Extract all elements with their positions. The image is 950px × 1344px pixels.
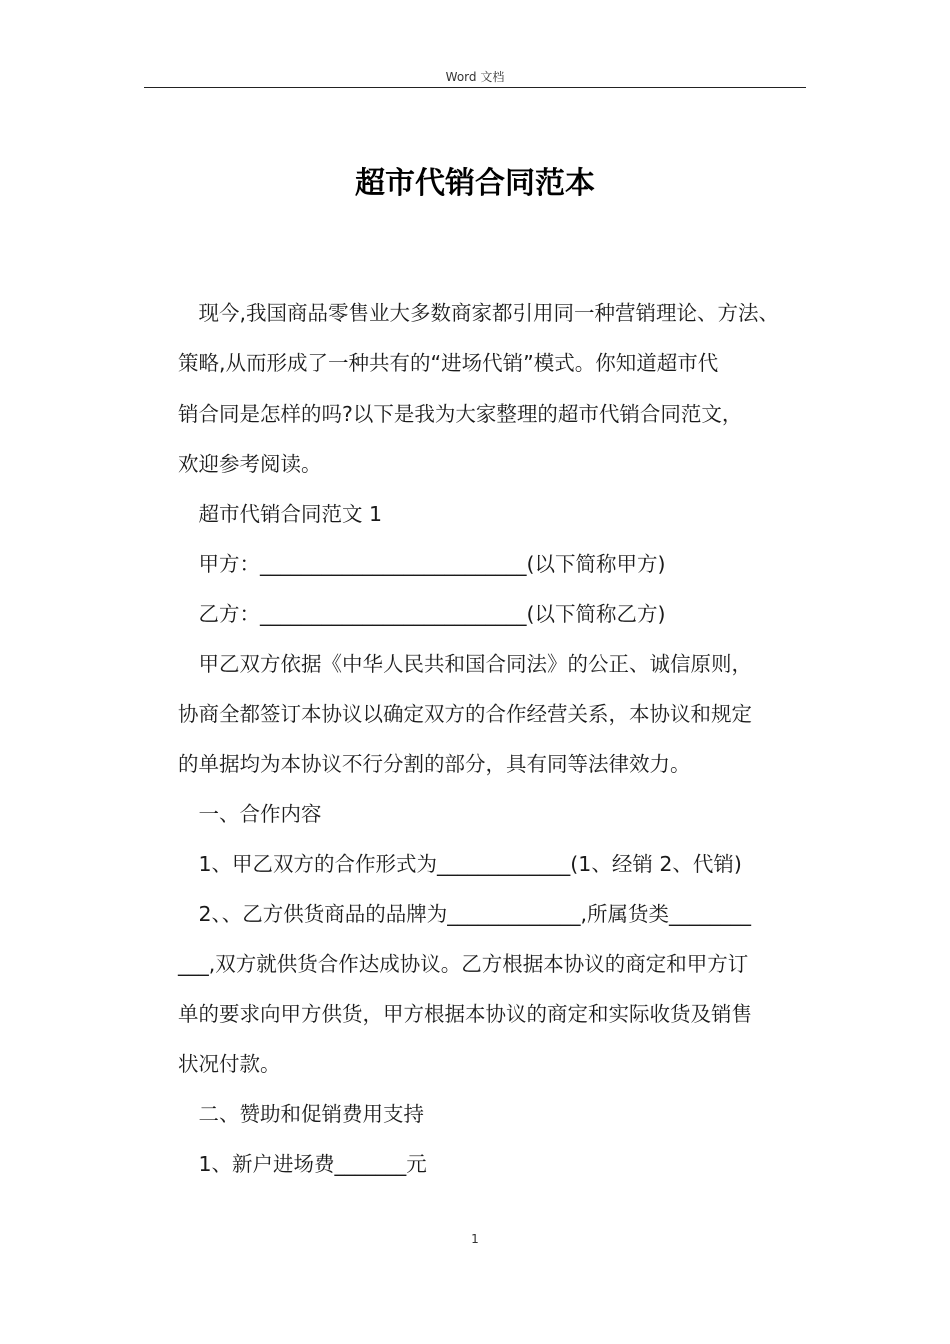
body-line: 状况付款。: [178, 1052, 281, 1076]
header-divider: [144, 87, 806, 88]
body-line: ___,双方就供货合作达成协议。乙方根据本协议的商定和甲方订: [178, 952, 749, 976]
section-heading: 二、赞助和促销费用支持: [178, 1102, 424, 1126]
page-number: 1: [471, 1232, 479, 1246]
clause-line: 1、甲乙双方的合作形式为_____________(1、经销 2、代销): [178, 852, 742, 876]
body-line: 协商全都签订本协议以确定双方的合作经营关系，本协议和规定: [178, 702, 752, 726]
body-line: 的单据均为本协议不行分割的部分，具有同等法律效力。: [178, 752, 691, 776]
section-heading: 一、合作内容: [178, 802, 322, 826]
party-a-line: 甲方：__________________________(以下简称甲方): [178, 552, 666, 576]
clause-line: 1、新户进场费_______元: [178, 1152, 427, 1176]
body-line: 甲乙双方依据《中华人民共和国合同法》的公正、诚信原则，: [178, 652, 752, 676]
body-line: 单的要求向甲方供货，甲方根据本协议的商定和实际收货及销售: [178, 1002, 752, 1026]
document-title: 超市代销合同范本: [355, 166, 595, 201]
header-text: Word 文档: [445, 70, 505, 84]
clause-line: 2、、乙方供货商品的品牌为_____________,所属货类________: [178, 902, 752, 926]
body-line: 欢迎参考阅读。: [178, 452, 322, 476]
body-line: 现今,我国商品零售业大多数商家都引用同一种营销理论、方法、: [178, 301, 780, 325]
body-line: 销合同是怎样的吗?以下是我为大家整理的超市代销合同范文，: [178, 402, 743, 426]
party-b-line: 乙方：__________________________(以下简称乙方): [178, 602, 666, 626]
section-heading: 超市代销合同范文 1: [178, 502, 383, 526]
body-line: 策略,从而形成了一种共有的“进场代销”模式。你知道超市代: [178, 351, 719, 375]
